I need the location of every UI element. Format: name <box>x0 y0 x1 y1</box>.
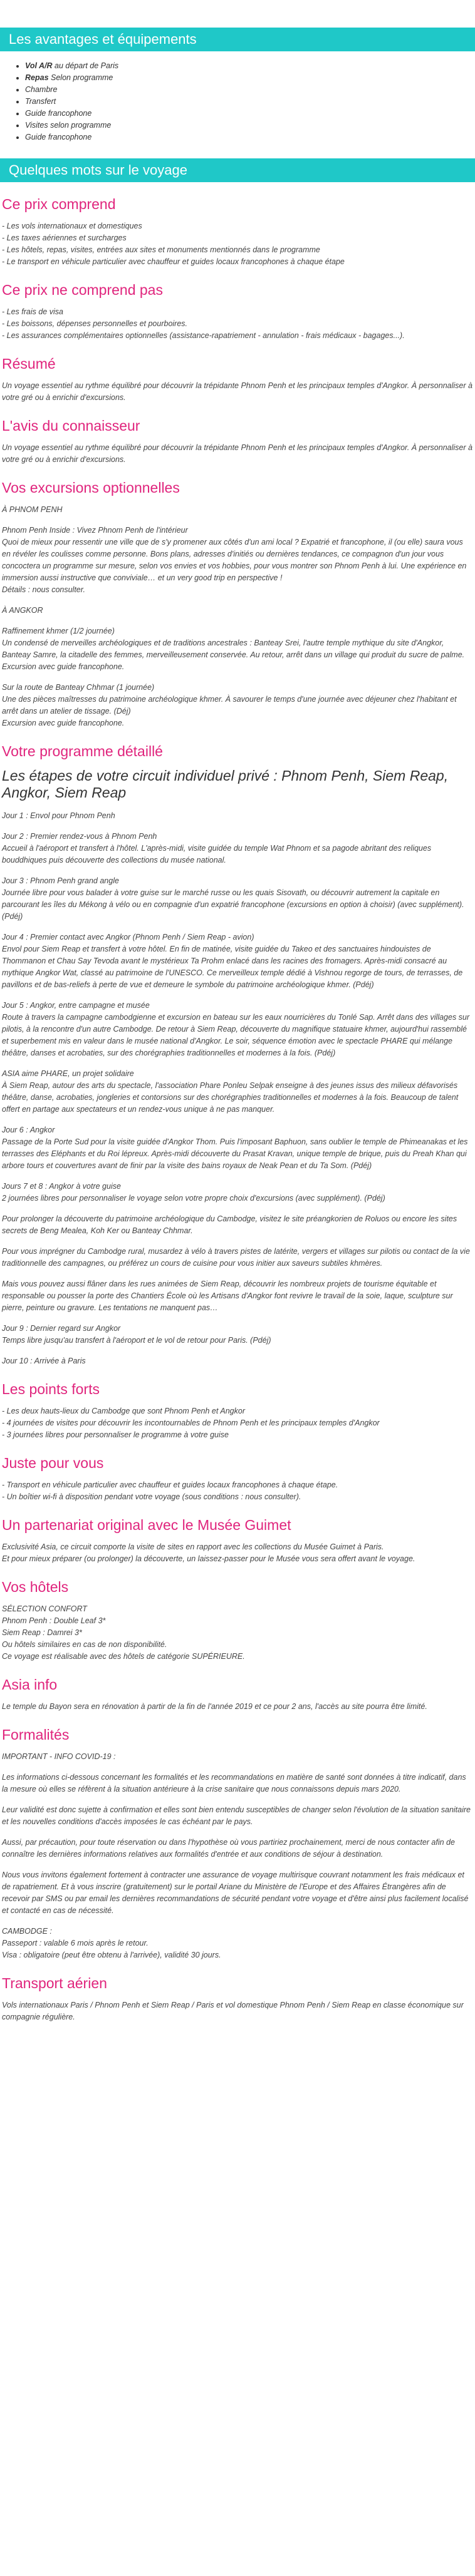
text-block: Jour 6 : Angkor Passage de la Porte Sud pour la visite guidée d'Angkor Thom. Puis l'imposant Baphuon, sans oublier le temple de Phimeanakas et les terrasses des Eléphants et du Roi lépreux. Après-midi découverte du Prasat Kravan, unique temple de brique, puis du Preah Khan qui arbore tours et couvertures avant de finir par la visite des bains royaux de Neak Pean et du Ta Som. (Pdéj) <box>2 1126 468 1170</box>
text-block: ASIA aime PHARE, un projet solidaire À Siem Reap, autour des arts du spectacle, l'association Phare Ponleu Selpak enseigne à des jeunes issus des milieux défavorisés théâtre, danse, acrobaties, jongleries et contorsions sur des chorégraphies traditionnelles et modernes à la fois. Beaucoup de talent offert en partage aux spectateurs et un rendez-vous unique à ne pas manquer. <box>2 1069 459 1114</box>
text-block: Sur la route de Banteay Chhmar (1 journée) Une des pièces maîtresses du patrimoine archéologique khmer. À savourer le temps d'une journée avec déjeuner chez l'habitant et arrêt dans un atelier de tissage. (Déj) Excursion avec guide francophone. <box>2 683 457 727</box>
list-line: - Un boîtier wi-fi à disposition pendant votre voyage (sous conditions : nous consulter). <box>2 1492 301 1501</box>
feature-bold: Vol A/R <box>25 61 53 70</box>
content <box>0 196 475 2023</box>
text-block: Pour prolonger la découverte du patrimoine archéologique du Cambodge, visitez le site préangkorien de Roluos ou encore les sites secrets de Beng Mealea, Koh Ker ou Banteay Chhmar. <box>2 1214 459 1235</box>
text-block: IMPORTANT - INFO COVID-19 : <box>2 1752 116 1761</box>
asiainfo-title: Asia info <box>2 1676 58 1693</box>
feature-item <box>25 96 475 108</box>
text-block: Mais vous pouvez aussi flâner dans les rues animées de Siem Reap, découvrir les nombreux projets de tourisme équitable et responsable ou pousser la porte des Chantiers École où les Artisans d'Angkor font revivre le travail de la soie, laque, sculpture sur pierre, peinture ou gravure. Les tentations ne manquent pas… <box>2 1280 456 1312</box>
excludes-title: Ce prix ne comprend pas <box>2 282 163 298</box>
justforyou-title: Juste pour vous <box>2 1455 104 1471</box>
feature-text: Selon programme <box>48 73 113 82</box>
text-block: Jour 9 : Dernier regard sur Angkor Temps libre jusqu'au transfert à l'aéroport et le vol de retour pour Paris. (Pdéj) <box>2 1324 271 1345</box>
list-line: - Les hôtels, repas, visites, entrées aux sites et monuments mentionnés dans le programme <box>2 245 320 254</box>
text-block: À PHNOM PENH <box>2 505 63 514</box>
transport-text: Vols internationaux Paris / Phnom Penh et Siem Reap / Paris et vol domestique Phnom Penh / Siem Reap en classe économique sur compagnie régulière. <box>2 2001 464 2021</box>
summary-text: Un voyage essentiel au rythme équilibré pour découvrir la trépidante Phnom Penh et les principaux temples d'Angkor. À personnaliser à votre gré ou à enrichir d'excursions. <box>2 381 472 402</box>
excursions-blocks <box>2 504 473 729</box>
expert-text: Un voyage essentiel au rythme équilibré pour découvrir la trépidante Phnom Penh et les principaux temples d'Angkor. À personnaliser à votre gré ou à enrichir d'excursions. <box>2 443 472 464</box>
list-line: - Le transport en véhicule particulier avec chauffeur et guides locaux francophones à chaque étape <box>2 257 345 266</box>
list-line: - Les vols internationaux et domestiques <box>2 222 142 230</box>
highlights-list <box>2 1405 473 1441</box>
text-block: CAMBODGE : Passeport : valable 6 mois après le retour. Visa : obligatoire (peut être obtenu à l'arrivée), validité 30 jours. <box>2 1927 221 1959</box>
list-line: - Les deux hauts-lieux du Cambodge que sont Phnom Penh et Angkor <box>2 1407 245 1415</box>
text-block: Raffinement khmer (1/2 journée) Un condensé de merveilles archéologiques et de traditions ancestrales : Banteay Srei, l'autre temple mythique du site d'Angkor, Banteay Samre, la citadelle des femmes, merveilleusement conservée. Au retour, arrêt dans un village qui produit du sucre de palme. Excursion avec guide francophone. <box>2 627 465 671</box>
text-block: Jour 5 : Angkor, entre campagne et musée Route à travers la campagne cambodgienne et excursion en bateau sur les eaux nourricières du Tonlé Sap. Arrêt dans des villages sur pilotis, à la rencontre d'un autre Cambodge. De retour à Siem Reap, découverte du magnifique statuaire khmer, aujourd'hui rassemblé et superbement mis en valeur dans le musée national d'Angkor. Le soir, séquence émotion avec le spectacle PHARE qui mélange théâtre, danses et acrobaties, sur des chorégraphies traditionnelles et modernes à la fois. (Pdéj) <box>2 1001 470 1057</box>
text-block: Jour 10 : Arrivée à Paris <box>2 1357 86 1365</box>
feature-text: Guide francophone <box>25 133 92 141</box>
text-block: À ANGKOR <box>2 606 43 615</box>
feature-text: Chambre <box>25 85 58 94</box>
partner-text: Exclusivité Asia, ce circuit comporte la visite de sites en rapport avec les collections du Musée Guimet à Paris. Et pour mieux préparer (ou prolonger) la découverte, un laissez-passer pour le Musée vous sera offert avant le voyage. <box>2 1542 415 1563</box>
feature-item <box>25 84 475 96</box>
text-block: Pour vous imprégner du Cambodge rural, musardez à vélo à travers pistes de latérite, vergers et villages sur pilotis ou contact de la vie traditionnelle des campagnes, ou préférez un cours de cuisine pour vous initier aux saveurs subtiles khmères. <box>2 1247 472 1268</box>
list-line: - Transport en véhicule particulier avec chauffeur et guides locaux francophones à chaque étape. <box>2 1480 338 1489</box>
feature-text: Guide francophone <box>25 109 92 118</box>
feature-text: au départ de Paris <box>52 61 119 70</box>
formalities-blocks <box>2 1751 473 1961</box>
list-line: - Les frais de visa <box>2 307 63 316</box>
list-line: - Les boissons, dépenses personnelles et pourboires. <box>2 319 188 328</box>
program-heading: Les étapes de votre circuit individuel privé : Phnom Penh, Siem Reap, Angkor, Siem Reap <box>2 767 449 801</box>
hotels-text: SÉLECTION CONFORT Phnom Penh : Double Leaf 3* Siem Reap : Damrei 3* Ou hôtels similaires en cas de non disponibilité. Ce voyage est réalisable avec des hôtels de catégorie SUPÉRIEURE. <box>2 1604 245 1661</box>
list-line: - 4 journées de visites pour découvrir les incontournables de Phnom Penh et les principaux temples d'Angkor <box>2 1419 380 1427</box>
includes-title: Ce prix comprend <box>2 196 116 212</box>
feature-bold: Repas <box>25 73 49 82</box>
text-block: Aussi, par précaution, pour toute réservation ou dans l'hypothèse où vous partiriez prochainement, merci de nous contacter afin de connaître les dernières informations relatives aux formalités d'entrée et aux conditions de séjour à destination. <box>2 1838 457 1859</box>
feature-item <box>25 131 475 143</box>
summary-title: Résumé <box>2 356 56 372</box>
program-title: Votre programme détaillé <box>2 743 163 759</box>
includes-list <box>2 220 473 268</box>
features-list <box>0 60 475 143</box>
highlights-title: Les points forts <box>2 1381 100 1397</box>
text-block: Jour 2 : Premier rendez-vous à Phnom Penh Accueil à l'aéroport et transfert à l'hôtel. L'après-midi, visite guidée du temple Wat Phnom et sa pagode abritant des reliques bouddhiques puis découverte des collections du musée national. <box>2 832 432 865</box>
list-line: - Les assurances complémentaires optionnelles (assistance-rapatriement - annulation - frais médicaux - bagages...). <box>2 331 405 340</box>
feature-item <box>25 60 475 72</box>
feature-text: Visites selon programme <box>25 121 112 130</box>
justforyou-list <box>2 1479 473 1503</box>
hotels-title: Vos hôtels <box>2 1579 69 1595</box>
expert-title: L'avis du connaisseur <box>2 418 140 434</box>
program-blocks <box>2 810 473 1367</box>
partner-title: Un partenariat original avec le Musée Guimet <box>2 1517 291 1533</box>
text-block: Jours 7 et 8 : Angkor à votre guise 2 journées libres pour personnaliser le voyage selon votre propre choix d'excursions (avec supplément). (Pdéj) <box>2 1182 385 1203</box>
feature-item <box>25 72 475 84</box>
about-banner: Quelques mots sur le voyage <box>0 158 475 182</box>
feature-text: Transfert <box>25 97 56 106</box>
formalities-title: Formalités <box>2 1727 70 1743</box>
list-line: - Les taxes aériennes et surcharges <box>2 233 127 242</box>
text-block: Jour 3 : Phnom Penh grand angle Journée libre pour vous balader à votre guise sur le marché russe ou les quais Sisovath, ou découvrir autrement la capitale en parcourant les îles du Mékong à vélo ou en compagnie d'un expatrié francophone (excursions en option à choisir) (avec supplément). (Pdéj) <box>2 876 464 921</box>
text-block: Nous vous invitons également fortement à contracter une assurance de voyage multirisque couvrant notamment les frais médicaux et de rapatriement. Et à vous inscrire (gratuitement) sur le portail Ariane du Ministère de l'Europe et des Affaires Étrangères afin de recevoir par SMS ou par email les dernières recommandations de sécurité pendant votre voyage et d'être ainsi plus facilement localisé et contacté en cas de nécessité. <box>2 1870 471 1915</box>
advantages-banner: Les avantages et équipements <box>0 28 475 51</box>
excursions-title: Vos excursions optionnelles <box>2 480 180 496</box>
feature-item <box>25 108 475 120</box>
transport-title: Transport aérien <box>2 1975 107 1991</box>
text-block: Jour 4 : Premier contact avec Angkor (Phnom Penh / Siem Reap - avion) Envol pour Siem Reap et transfert à votre hôtel. En fin de matinée, visite guidée du Takeo et des sanctuaires hindouistes de Thommanon et Chau Say Tevoda avant le mystérieux Ta Prohm enlacé dans les racines des fromagers. Après-midi consacré au mythique Angkor Wat, classé au patrimoine de l'UNESCO. Ce merveilleux temple dédié à Vishnou regorge de tours, de terrasses, de pavillons et de bas-reliefs à perte de vue et demeure le symbole du patrimoine archéologique khmer. (Pdéj) <box>2 933 463 989</box>
text-block: Phnom Penh Inside : Vivez Phnom Penh de l'intérieur Quoi de mieux pour ressentir une ville que de s'y promener aux côtés d'un ami local ? Expatrié et francophone, il (ou elle) saura vous en révéler les coulisses comme personne. Bons plans, adresses d'initiés ou dernières tendances, ce compagnon d'un jour vous concoctera un programme sur mesure, selon vos envies et vos hobbies, pour vous montrer son Phnom Penh à lui. Une expérience en immersion aussi instructive que conviviale… et un very good trip en perspective ! Détails : nous consulter. <box>2 526 467 594</box>
text-block: Jour 1 : Envol pour Phnom Penh <box>2 811 115 820</box>
feature-item <box>25 120 475 131</box>
excludes-list <box>2 306 473 342</box>
text-block: Les informations ci-dessous concernant les formalités et les recommandations en matière de santé sont données à titre indicatif, dans la mesure où elles se réfèrent à la situation antérieure à la crise sanitaire que nous connaissons depuis mars 2020. <box>2 1773 469 1793</box>
text-block: Leur validité est donc sujette à confirmation et elles sont bien entendu susceptibles de changer selon l'évolution de la situation sanitaire et les nouvelles conditions d'accès imposées le cas échéant par le pays. <box>2 1805 473 1826</box>
asiainfo-text: Le temple du Bayon sera en rénovation à partir de la fin de l'année 2019 et ce pour 2 ans, l'accès au site pourra être limité. <box>2 1702 427 1711</box>
list-line: - 3 journées libres pour personnaliser le programme à votre guise <box>2 1430 229 1439</box>
